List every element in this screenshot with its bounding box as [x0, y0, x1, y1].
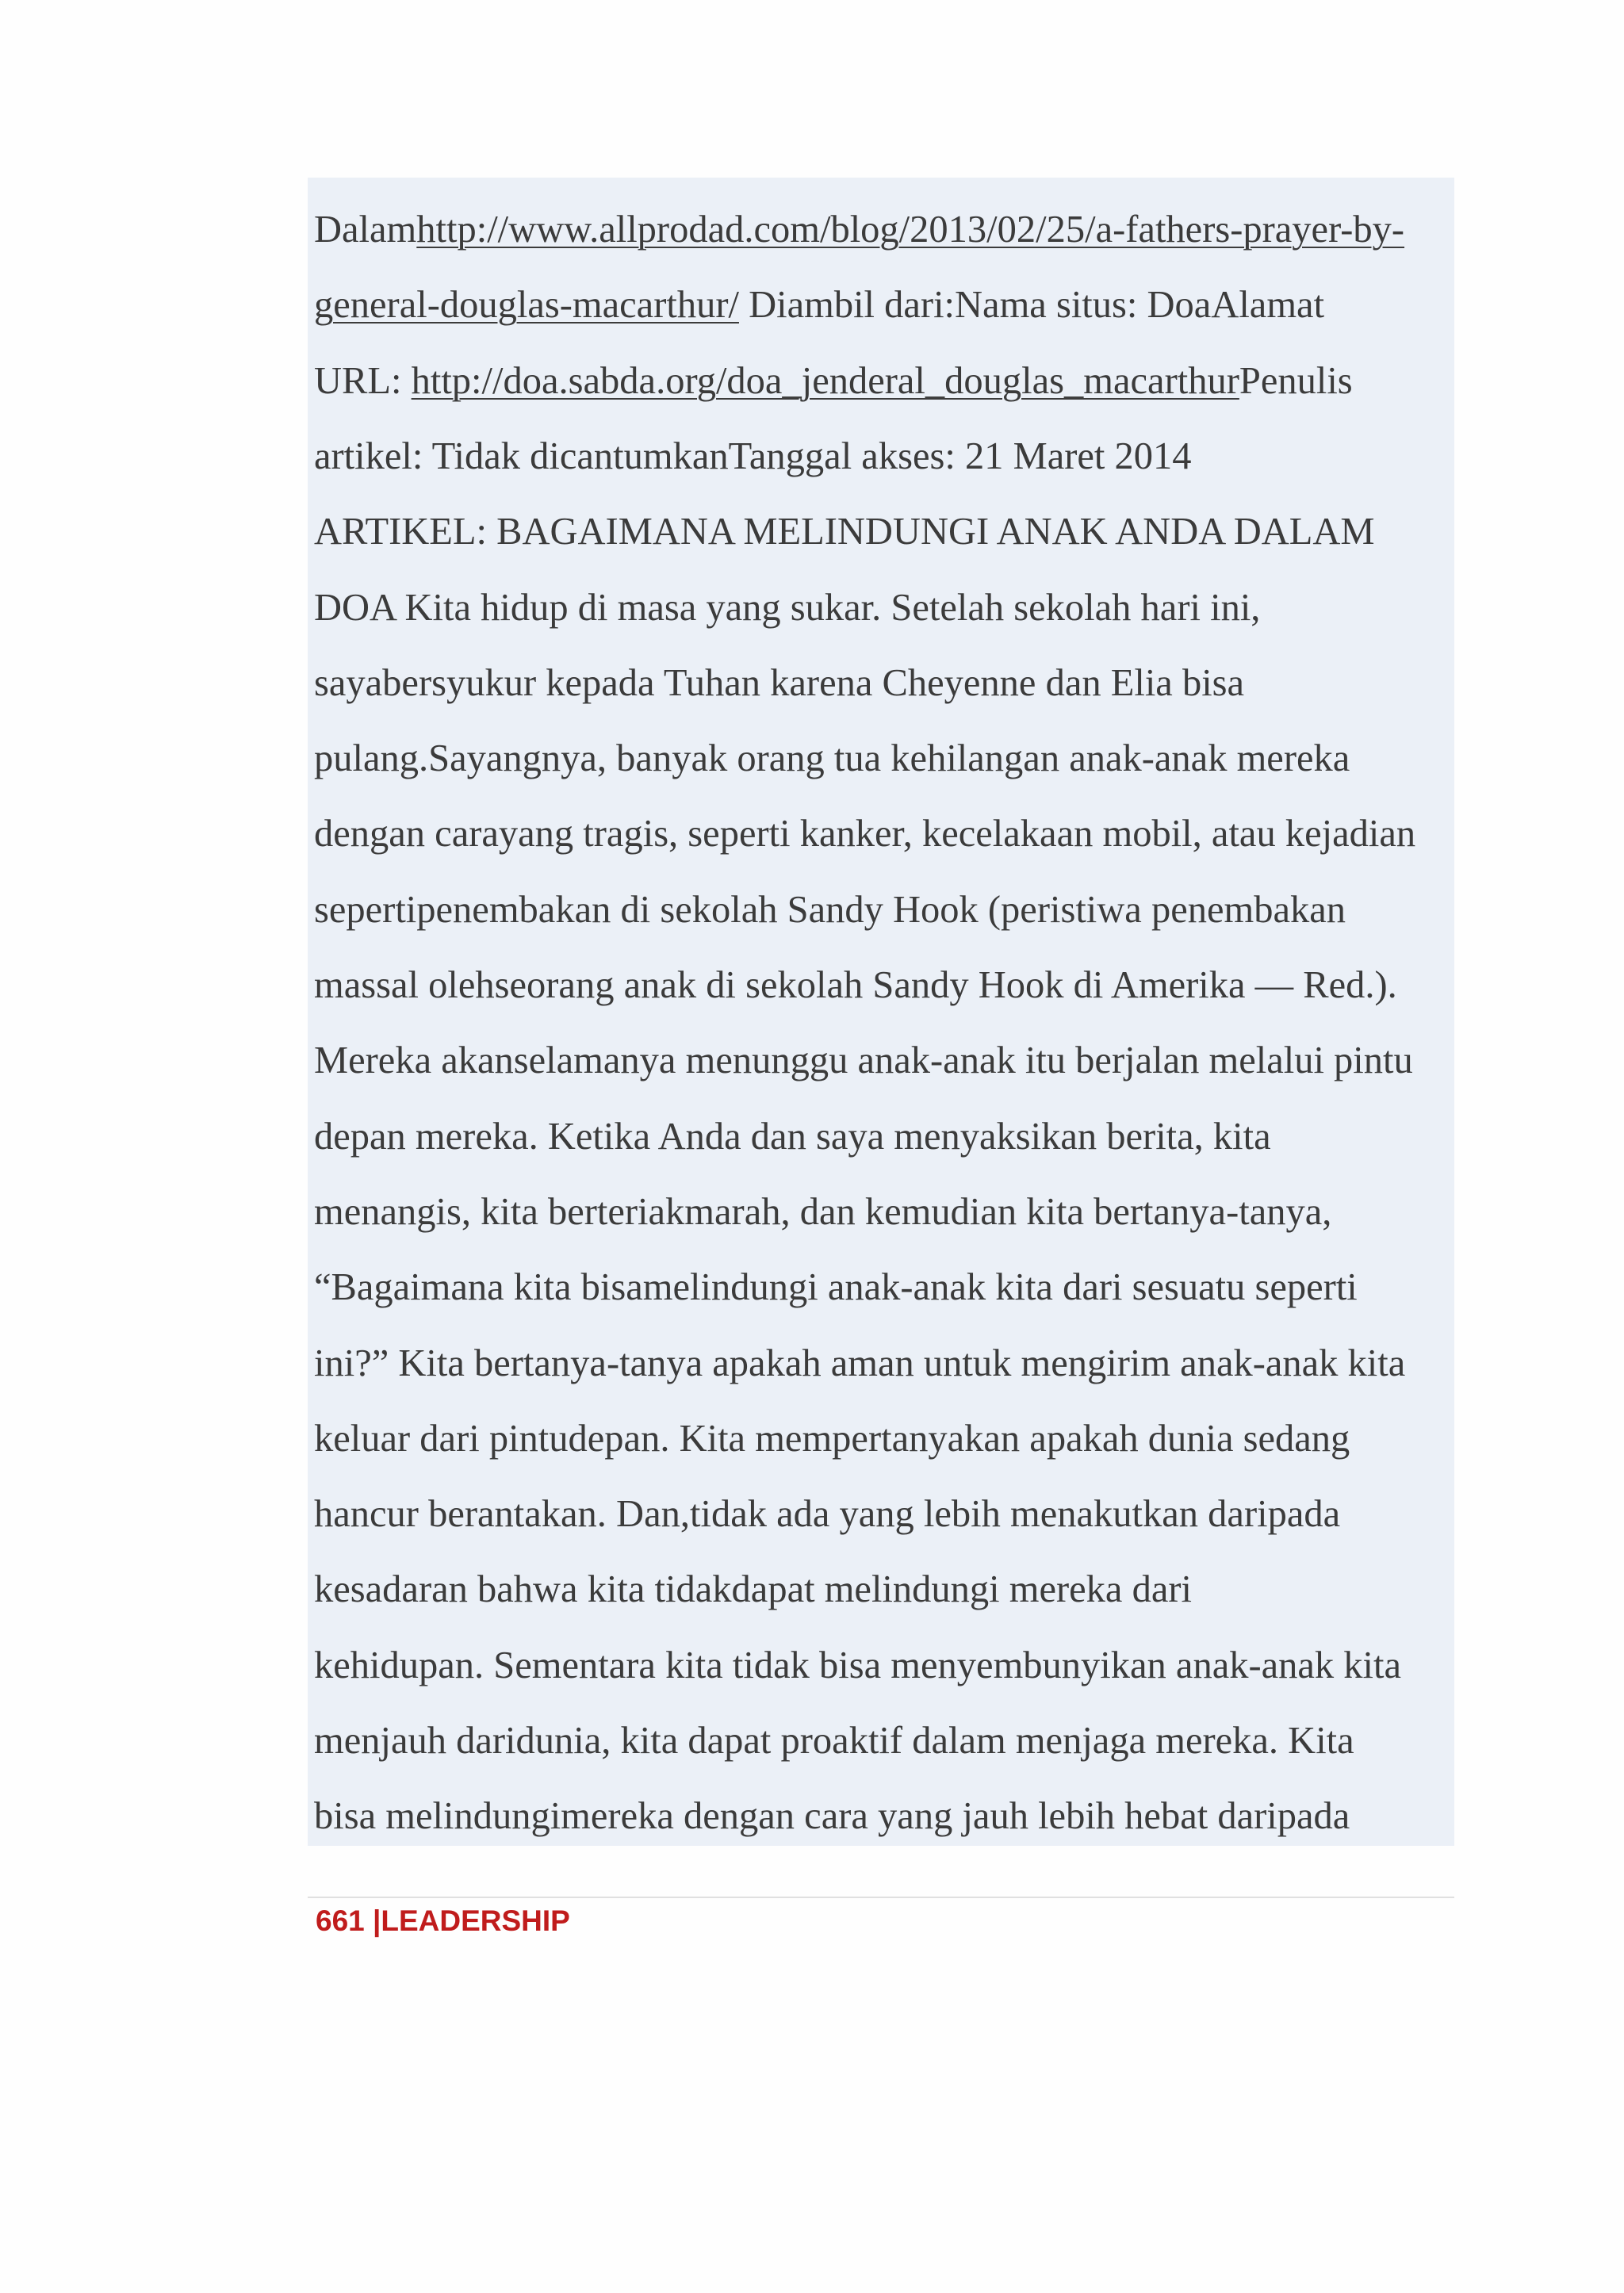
- body-line: [314, 433, 1192, 480]
- body-text: Mereka akanselamanya menunggu anak-anak itu berjalan melalui pintu: [314, 1039, 1413, 1082]
- body-line: [314, 1642, 1401, 1690]
- body-line: [314, 584, 1260, 632]
- body-text: kehidupan. Sementara kita tidak bisa menyembunyikan anak-anak kita: [314, 1644, 1402, 1686]
- body-text: menjauh daridunia, kita dapat proaktif dalam menjaga mereka. Kita: [314, 1720, 1354, 1762]
- body-line: [314, 358, 1353, 405]
- body-text: DOA Kita hidup di masa yang sukar. Setelah sekolah hari ini,: [314, 586, 1261, 629]
- body-text: “Bagaimana kita bisamelindungi anak-anak kita dari sesuatu seperti: [314, 1266, 1358, 1309]
- body-line: [314, 1793, 1350, 1840]
- body-text: depan mereka. Ketika Anda dan saya menyaksikan berita, kita: [314, 1115, 1271, 1158]
- url-link[interactable]: http://doa.sabda.org/doa_jenderal_douglas_macarthur: [411, 359, 1239, 402]
- highlighted-text-block: [308, 178, 1454, 1846]
- body-line: [314, 206, 1404, 254]
- body-line: [314, 735, 1350, 783]
- body-line: [314, 1113, 1271, 1161]
- body-line: [314, 1264, 1358, 1311]
- body-line: [314, 1566, 1192, 1614]
- body-text: menangis, kita berteriakmarah, dan kemudian kita bertanya-tanya,: [314, 1190, 1332, 1233]
- page-footer: [316, 1901, 570, 1941]
- body-text: pulang.Sayangnya, banyak orang tua kehilangan anak-anak mereka: [314, 737, 1350, 780]
- body-text: dengan carayang tragis, seperti kanker, kecelakaan mobil, atau kejadian: [314, 813, 1416, 856]
- body-text: URL:: [314, 359, 412, 402]
- body-line: [314, 1340, 1405, 1388]
- url-link[interactable]: general-douglas-macarthur/: [314, 284, 739, 327]
- body-text: kesadaran bahwa kita tidakdapat melindungi mereka dari: [314, 1568, 1192, 1611]
- body-line: [314, 1717, 1354, 1765]
- body-line: [314, 508, 1375, 556]
- body-text: ini?” Kita bertanya-tanya apakah aman untuk mengirim anak-anak kita: [314, 1342, 1406, 1384]
- page-number: 661: [316, 1904, 365, 1937]
- body-text: ARTIKEL: BAGAIMANA MELINDUNGI ANAK ANDA DALAM: [314, 511, 1375, 553]
- body-line: [314, 281, 1324, 329]
- body-line: [314, 810, 1415, 858]
- body-line: [314, 1037, 1413, 1085]
- body-text: Diambil dari:Nama situs: DoaAlamat: [738, 284, 1325, 327]
- body-text: artikel: Tidak dicantumkanTanggal akses: 21 Maret 2014: [314, 434, 1192, 477]
- body-text: bisa melindungimereka dengan cara yang jauh lebih hebat daripada: [314, 1795, 1350, 1838]
- body-text: Penulis: [1239, 359, 1353, 402]
- body-line: [314, 886, 1346, 934]
- body-text: sepertipenembakan di sekolah Sandy Hook (peristiwa penembakan: [314, 888, 1346, 931]
- body-line: [314, 1189, 1331, 1236]
- section-title: LEADERSHIP: [381, 1904, 570, 1937]
- body-text: Dalam: [314, 209, 417, 251]
- url-link[interactable]: http://www.allprodad.com/blog/2013/02/25/a-fathers-prayer-by-: [416, 209, 1405, 251]
- footer-divider: [308, 1897, 1454, 1898]
- body-text: keluar dari pintudepan. Kita mempertanyakan apakah dunia sedang: [314, 1417, 1350, 1460]
- footer-separator: |: [364, 1904, 381, 1937]
- body-text: massal olehseorang anak di sekolah Sandy Hook di Amerika — Red.).: [314, 964, 1397, 1006]
- body-line: [314, 660, 1244, 707]
- body-line: [314, 1415, 1350, 1463]
- body-text: sayabersyukur kepada Tuhan karena Cheyenne dan Elia bisa: [314, 661, 1245, 704]
- body-line: [314, 962, 1397, 1009]
- body-line: [314, 1491, 1340, 1538]
- body-text: hancur berantakan. Dan,tidak ada yang lebih menakutkan daripada: [314, 1493, 1341, 1536]
